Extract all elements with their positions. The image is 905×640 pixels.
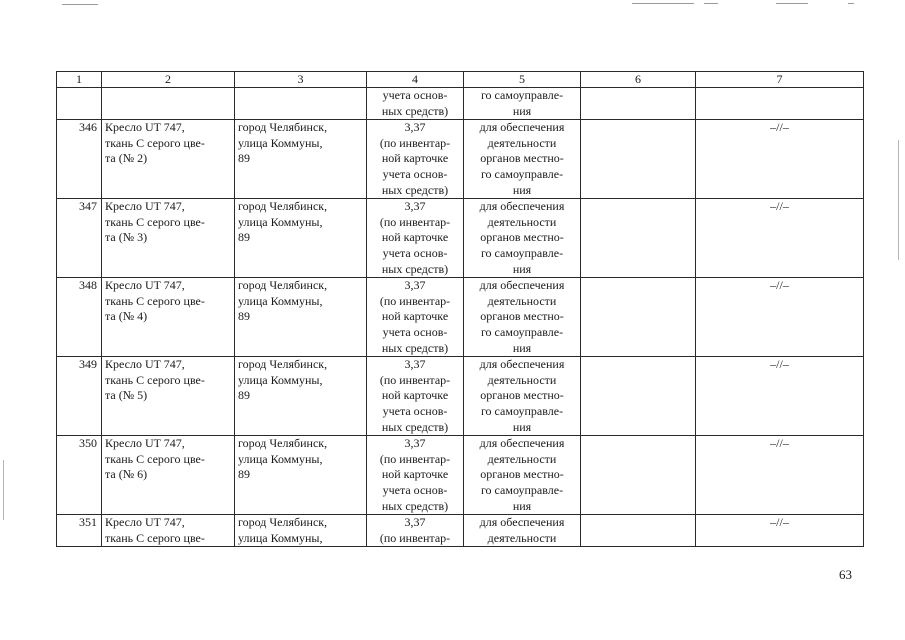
scan-artifact-top-right-4 <box>848 3 854 4</box>
item-value-cell-line: (по инвентар- <box>379 451 451 466</box>
item-address-cell <box>235 88 367 120</box>
register-table-body <box>57 72 864 547</box>
item-value-cell <box>367 199 464 278</box>
item-value-cell-line: учета основ- <box>382 166 448 181</box>
scan-artifact-top-right-1 <box>632 3 694 4</box>
item-address-cell-line: улица Коммуны, <box>238 135 323 150</box>
item-purpose-cell-line: для обеспечения <box>479 357 565 372</box>
item-name-cell-line: ткань С серого цве- <box>105 214 205 229</box>
item-number-cell: 351 <box>57 515 102 547</box>
item-number-cell: 346 <box>57 120 102 199</box>
column-header-6: 6 <box>581 72 696 88</box>
item-purpose-cell-line: деятельности <box>487 293 557 308</box>
item-name-cell-line: ткань С серого цве- <box>105 135 205 150</box>
item-purpose-cell-line: деятельности <box>487 451 557 466</box>
item-address-cell <box>235 436 367 515</box>
item-purpose-cell-line: ния <box>512 340 532 355</box>
column-header-7: 7 <box>696 72 864 88</box>
item-purpose-cell <box>464 88 581 120</box>
item-purpose-cell-line: органов местно- <box>480 309 564 324</box>
item-value-cell-line: ных средств) <box>381 419 449 434</box>
item-address-cell-line: улица Коммуны, <box>238 293 323 308</box>
item-purpose-cell-line: ния <box>512 182 532 197</box>
item-name-cell-line: Кресло UT 747, <box>105 515 185 530</box>
item-purpose-cell-line: деятельности <box>487 135 557 150</box>
item-name-cell-line: Кресло UT 747, <box>105 436 185 451</box>
item-number-cell: 350 <box>57 436 102 515</box>
item-purpose-cell-line: ния <box>512 261 532 276</box>
item-value-cell-line: 3,37 <box>404 199 426 214</box>
item-address-cell-line: 89 <box>238 467 250 482</box>
item-name-cell-line: ткань С серого цве- <box>105 530 205 545</box>
item-name-cell-line: та (№ 3) <box>105 230 148 245</box>
table-row <box>57 199 864 278</box>
item-value-cell-line: учета основ- <box>382 324 448 339</box>
column-7-cell: –//– <box>696 278 864 357</box>
item-value-cell-line: ных средств) <box>381 182 449 197</box>
item-address-cell-line: 89 <box>238 309 250 324</box>
item-purpose-cell-line: для обеспечения <box>479 436 565 451</box>
column-7-cell: –//– <box>696 436 864 515</box>
item-purpose-cell-line: го самоуправле- <box>480 403 564 418</box>
item-purpose-cell-line: органов местно- <box>480 151 564 166</box>
item-address-cell-line: улица Коммуны, <box>238 451 323 466</box>
item-address-cell <box>235 120 367 199</box>
item-name-cell-line: Кресло UT 747, <box>105 199 185 214</box>
item-name-cell-line: та (№ 5) <box>105 388 148 403</box>
scan-edge-left <box>3 460 4 520</box>
item-purpose-cell-line: для обеспечения <box>479 120 565 135</box>
item-purpose-cell <box>464 120 581 199</box>
item-address-cell-line: улица Коммуны, <box>238 372 323 387</box>
item-address-cell-line: улица Коммуны, <box>238 530 323 545</box>
scan-artifact-top-right-3 <box>776 3 808 4</box>
item-purpose-cell-line: для обеспечения <box>479 515 565 530</box>
item-value-cell-line: (по инвентар- <box>379 293 451 308</box>
table-row <box>57 88 864 120</box>
column-header-1: 1 <box>57 72 102 88</box>
item-address-cell-line: город Челябинск, <box>238 357 328 372</box>
item-value-cell-line: 3,37 <box>404 436 426 451</box>
item-name-cell-line: Кресло UT 747, <box>105 357 185 372</box>
item-address-cell-line: город Челябинск, <box>238 515 328 530</box>
item-name-cell-line: ткань С серого цве- <box>105 293 205 308</box>
item-value-cell-line: (по инвентар- <box>379 372 451 387</box>
item-purpose-cell <box>464 199 581 278</box>
column-6-cell <box>581 357 696 436</box>
item-value-cell-line: 3,37 <box>404 278 426 293</box>
item-name-cell-line: Кресло UT 747, <box>105 120 185 135</box>
item-purpose-cell-line: ния <box>512 498 532 513</box>
table-row <box>57 120 864 199</box>
item-purpose-cell-line: го самоуправле- <box>480 324 564 339</box>
column-6-cell <box>581 120 696 199</box>
item-name-cell <box>102 357 235 436</box>
table-row <box>57 436 864 515</box>
item-address-cell <box>235 278 367 357</box>
item-value-cell-line: ных средств) <box>381 261 449 276</box>
item-purpose-cell-line: деятельности <box>487 214 557 229</box>
item-purpose-cell-line: органов местно- <box>480 388 564 403</box>
item-address-cell-line: 89 <box>238 230 250 245</box>
item-value-cell-line: ной карточке <box>381 467 449 482</box>
item-address-cell-line: город Челябинск, <box>238 199 328 214</box>
table-row <box>57 278 864 357</box>
table-row <box>57 357 864 436</box>
column-header-4: 4 <box>367 72 464 88</box>
table-row <box>57 515 864 547</box>
scan-edge-right <box>898 140 899 260</box>
item-value-cell-line: ных средств) <box>381 340 449 355</box>
item-value-cell-line: учета основ- <box>382 403 448 418</box>
column-7-cell: –//– <box>696 357 864 436</box>
item-purpose-cell-line: органов местно- <box>480 467 564 482</box>
item-value-cell <box>367 278 464 357</box>
column-number-header-row <box>57 72 864 88</box>
column-6-cell <box>581 199 696 278</box>
item-address-cell-line: город Челябинск, <box>238 278 328 293</box>
item-name-cell-line: ткань С серого цве- <box>105 372 205 387</box>
column-6-cell <box>581 278 696 357</box>
item-value-cell-line: учета основ- <box>382 245 448 260</box>
item-address-cell-line: улица Коммуны, <box>238 214 323 229</box>
item-purpose-cell-line: ния <box>512 419 532 434</box>
item-name-cell-line: Кресло UT 747, <box>105 278 185 293</box>
item-value-cell <box>367 515 464 547</box>
item-name-cell-line: та (№ 6) <box>105 467 148 482</box>
item-address-cell-line: 89 <box>238 388 250 403</box>
item-value-cell-line: (по инвентар- <box>379 135 451 150</box>
item-purpose-cell-line: деятельности <box>487 530 557 545</box>
item-address-cell <box>235 515 367 547</box>
column-7-cell <box>696 88 864 120</box>
item-value-cell-line: ной карточке <box>381 309 449 324</box>
item-purpose-cell-line: го самоуправле- <box>480 482 564 497</box>
item-address-cell-line: город Челябинск, <box>238 120 328 135</box>
item-value-cell <box>367 436 464 515</box>
page-number: 63 <box>839 567 852 582</box>
item-address-cell <box>235 199 367 278</box>
item-purpose-cell <box>464 515 581 547</box>
item-value-cell-line: ной карточке <box>381 388 449 403</box>
item-purpose-cell <box>464 278 581 357</box>
column-header-2: 2 <box>102 72 235 88</box>
item-name-cell <box>102 88 235 120</box>
item-purpose-cell-line: деятельности <box>487 372 557 387</box>
item-number-cell <box>57 88 102 120</box>
item-name-cell <box>102 436 235 515</box>
property-register-table <box>56 71 864 547</box>
item-address-cell-line: город Челябинск, <box>238 436 328 451</box>
item-value-cell-line: ных средств) <box>381 103 449 118</box>
item-name-cell <box>102 278 235 357</box>
item-name-cell <box>102 515 235 547</box>
item-name-cell-line: та (№ 2) <box>105 151 148 166</box>
item-number-cell: 347 <box>57 199 102 278</box>
scan-artifact-top-right-2 <box>704 3 718 4</box>
item-purpose-cell-line: го самоуправле- <box>480 245 564 260</box>
column-7-cell: –//– <box>696 120 864 199</box>
item-value-cell-line: 3,37 <box>404 357 426 372</box>
item-address-cell-line: 89 <box>238 151 250 166</box>
item-value-cell <box>367 357 464 436</box>
item-purpose-cell <box>464 436 581 515</box>
column-header-3: 3 <box>235 72 367 88</box>
column-7-cell: –//– <box>696 199 864 278</box>
item-value-cell-line: учета основ- <box>382 88 448 102</box>
item-value-cell <box>367 88 464 120</box>
item-number-cell: 349 <box>57 357 102 436</box>
item-address-cell <box>235 357 367 436</box>
item-value-cell-line: (по инвентар- <box>379 530 451 545</box>
item-name-cell <box>102 199 235 278</box>
item-value-cell-line: 3,37 <box>404 120 426 135</box>
scan-artifact-top-left <box>62 4 98 5</box>
item-purpose-cell-line: для обеспечения <box>479 278 565 293</box>
column-6-cell <box>581 515 696 547</box>
item-purpose-cell-line: ния <box>512 103 532 118</box>
item-purpose-cell-line: го самоуправле- <box>480 166 564 181</box>
item-value-cell <box>367 120 464 199</box>
item-purpose-cell <box>464 357 581 436</box>
column-6-cell <box>581 436 696 515</box>
item-value-cell-line: (по инвентар- <box>379 214 451 229</box>
item-value-cell-line: ной карточке <box>381 151 449 166</box>
column-7-cell: –//– <box>696 515 864 547</box>
item-number-cell: 348 <box>57 278 102 357</box>
item-value-cell-line: 3,37 <box>404 515 426 530</box>
item-value-cell-line: ной карточке <box>381 230 449 245</box>
item-purpose-cell-line: го самоуправле- <box>480 88 564 102</box>
item-purpose-cell-line: для обеспечения <box>479 199 565 214</box>
item-name-cell-line: ткань С серого цве- <box>105 451 205 466</box>
item-purpose-cell-line: органов местно- <box>480 230 564 245</box>
item-value-cell-line: ных средств) <box>381 498 449 513</box>
column-6-cell <box>581 88 696 120</box>
item-value-cell-line: учета основ- <box>382 482 448 497</box>
item-name-cell-line: та (№ 4) <box>105 309 148 324</box>
item-name-cell <box>102 120 235 199</box>
column-header-5: 5 <box>464 72 581 88</box>
